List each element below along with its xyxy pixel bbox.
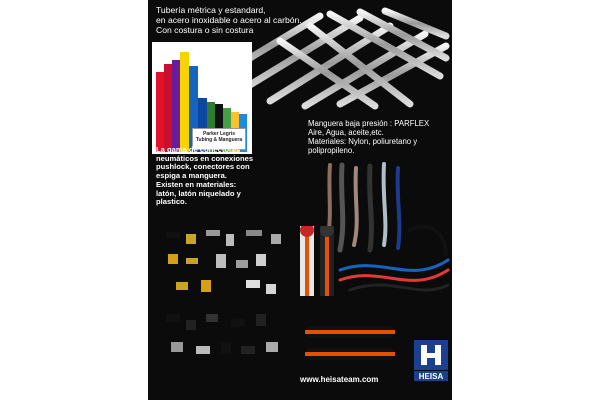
fittings-line-1: La gama de conectores [156,145,241,154]
heisa-logo [414,340,448,382]
headline-line-3: Con costura o sin costura [156,24,254,35]
heisa-h-logo-icon [414,340,448,382]
brand-name: HEISA [418,372,444,381]
hose-line-3: Materiales: Nylon, poliuretano y [308,136,418,146]
headline-line-1: Tubería métrica y estandard, [156,5,266,15]
fittings-line-3: pushlock, conectores con [156,162,250,172]
hose-line-2: Aire, Agua, aceite,etc. [308,127,384,137]
tubing-label-line-2: Tubing & Manguera [195,137,243,143]
fittings-line-4: espiga a manguera. [156,171,227,181]
pneumatic-fittings-image [156,224,301,370]
fittings-line-7: plastico. [156,197,187,207]
tubing-label-line-1: Parker Legris [203,131,235,137]
catalog-poster [148,0,452,400]
colored-tubing-image [152,42,252,154]
fittings-description [156,146,253,207]
hose-description [308,120,429,156]
fittings-line-2: neumáticos en conexiones [156,153,254,163]
reinforced-hoses-image [300,226,430,376]
website-url: www.heisateam.com [300,375,379,384]
headline-line-2: en acero inoxidable o acero al carbón. [156,14,302,25]
fittings-line-6: latón, latón niquelado y [156,188,241,198]
hose-line-1: Manguera baja presión : PARFLEX [308,119,430,128]
fittings-line-5: Existen en materiales: [156,179,237,189]
hose-line-4: polipropileno. [308,145,355,155]
